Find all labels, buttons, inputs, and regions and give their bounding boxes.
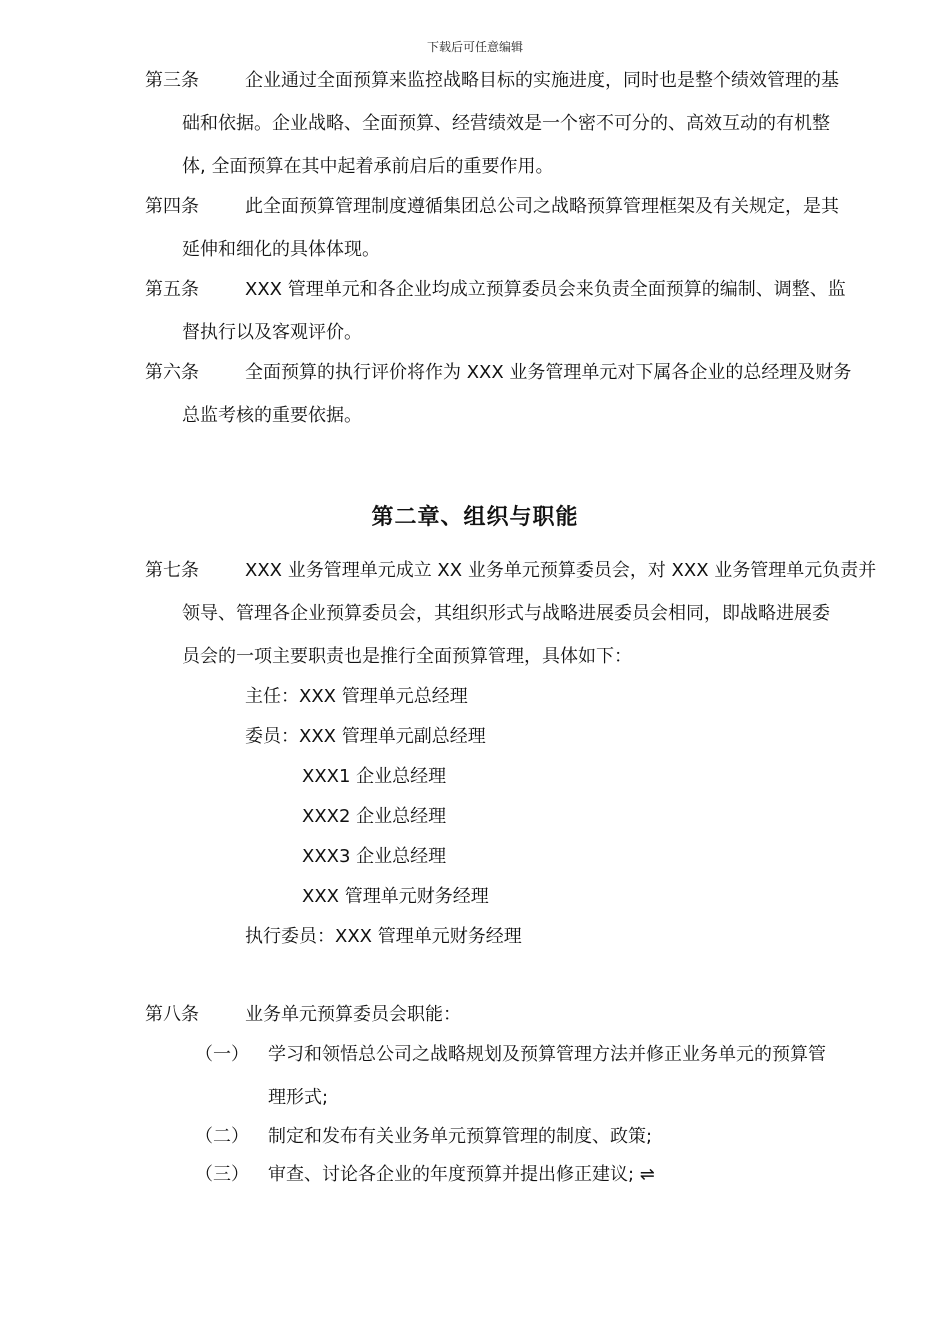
committee-member: XXX2 企业总经理 [302,806,447,827]
function-item-number: （三） [195,1164,249,1185]
article-4-text: 此全面预算管理制度遵循集团总公司之战略预算管理框架及有关规定，是其 [245,196,839,217]
page-header-note: 下载后可任意编辑 [426,40,523,54]
article-3-line-3: 体, 全面预算在其中起着承前启后的重要作用。 [182,156,554,177]
committee-members-first: 委员：XXX 管理单元副总经理 [245,726,486,747]
article-4-line-2: 延伸和细化的具体体现。 [182,239,380,260]
article-7-line-2: 领导、管理各企业预算委员会，其组织形式与战略进展委员会相同，即战略进展委 [182,603,830,624]
function-item-number: （二） [195,1126,249,1147]
article-7-line-3: 员会的一项主要职责也是推行全面预算管理，具体如下： [182,646,632,667]
committee-member: XXX3 企业总经理 [302,846,447,867]
article-3-text: 企业通过全面预算来监控战略目标的实施进度，同时也是整个绩效管理的基 [245,70,839,91]
article-6-line-2: 总监考核的重要依据。 [182,405,362,426]
article-6-text: 全面预算的执行评价将作为 XXX 业务管理单元对下属各企业的总经理及财务 [245,362,852,383]
article-5-line-2: 督执行以及客观评价。 [182,322,362,343]
article-5-text: XXX 管理单元和各企业均成立预算委员会来负责全面预算的编制、调整、监 [245,279,846,300]
article-3-line-2: 础和依据。企业战略、全面预算、经营绩效是一个密不可分的、高效互动的有机整 [182,113,830,134]
article-3-label: 第三条 [145,70,199,91]
committee-member: XXX1 企业总经理 [302,766,447,787]
article-6-label: 第六条 [145,362,199,383]
committee-executive: 执行委员：XXX 管理单元财务经理 [245,926,522,947]
article-5-label: 第五条 [145,279,199,300]
function-item-text: 审查、讨论各企业的年度预算并提出修正建议; ⇌ [268,1164,655,1185]
function-item-continued: 理形式; [268,1087,329,1108]
committee-chair: 主任：XXX 管理单元总经理 [245,686,468,707]
article-7-text: XXX 业务管理单元成立 XX 业务单元预算委员会，对 XXX 业务管理单元负责并 [245,560,877,581]
article-4-label: 第四条 [145,196,199,217]
chapter-title: 第二章、组织与职能 [371,505,579,530]
function-item-text: 学习和领悟总公司之战略规划及预算管理方法并修正业务单元的预算管 [268,1044,826,1065]
article-7-label: 第七条 [145,560,199,581]
function-item-number: （一） [195,1044,249,1065]
function-item-text: 制定和发布有关业务单元预算管理的制度、政策; [268,1126,653,1147]
article-8-text: 业务单元预算委员会职能： [245,1004,461,1025]
committee-member: XXX 管理单元财务经理 [302,886,489,907]
article-8-label: 第八条 [145,1004,199,1025]
